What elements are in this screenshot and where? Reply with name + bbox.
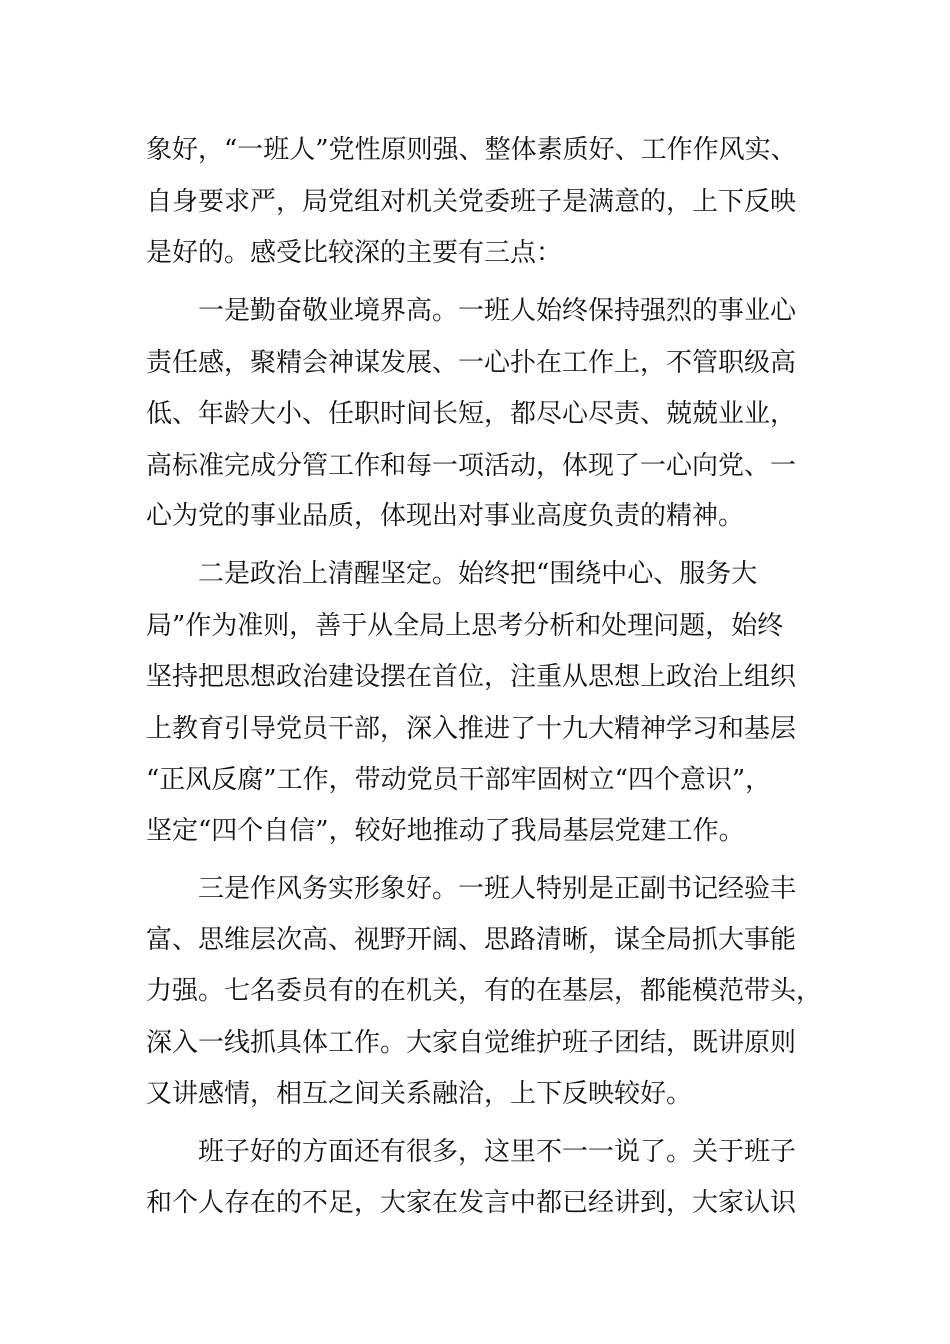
text-line: 深入一线抓具体工作。大家自觉维护班子团结，既讲原则 (146, 1028, 797, 1058)
paragraph-first-line: 班子好的方面还有很多，这里不一一说了。关于班子 (198, 1137, 797, 1167)
text-line: 高标准完成分管工作和每一项活动，体现了一心向党、一 (146, 451, 797, 481)
text-line: 坚持把思想政治建设摆在首位，注重从思想上政治上组织 (146, 662, 797, 692)
text-line: 低、年龄大小、任职时间长短，都尽心尽责、兢兢业业， (146, 399, 797, 429)
text-line: 局”作为准则，善于从全局上思考分析和处理问题，始终 (146, 611, 784, 641)
text-line: 富、思维层次高、视野开阔、思路清晰，谋全局抓大事能 (146, 925, 797, 955)
text-line: 又讲感情，相互之间关系融洽，上下反映较好。 (146, 1079, 693, 1109)
text-line: 心为党的事业品质，体现出对事业高度负责的精神。 (146, 501, 745, 531)
text-line: 和个人存在的不足，大家在发言中都已经讲到，大家认识 (146, 1188, 797, 1218)
text-line: 象好，“一班人”党性原则强、整体素质好、工作作风实、 (146, 135, 797, 165)
text-line: 责任感，聚精会神谋发展、一心扑在工作上，不管职级高 (146, 348, 797, 378)
paragraph-first-line: 二是政治上清醒坚定。始终把“围绕中心、服务大 (198, 559, 758, 589)
text-line: 自身要求严，局党组对机关党委班子是满意的，上下反映 (146, 187, 797, 217)
text-line: 是好的。感受比较深的主要有三点： (146, 238, 563, 268)
text-line: 力强。七名委员有的在机关，有的在基层，都能模范带头， (146, 976, 823, 1006)
paragraph-first-line: 一是勤奋敬业境界高。一班人始终保持强烈的事业心 (198, 296, 797, 326)
text-line: 坚定“四个自信”，较好地推动了我局基层党建工作。 (146, 816, 745, 846)
text-line: 上教育引导党员干部，深入推进了十九大精神学习和基层 (146, 714, 797, 744)
paragraph-first-line: 三是作风务实形象好。一班人特别是正副书记经验丰 (198, 874, 797, 904)
text-line: “正风反腐”工作，带动党员干部牢固树立“四个意识”， (146, 765, 772, 795)
